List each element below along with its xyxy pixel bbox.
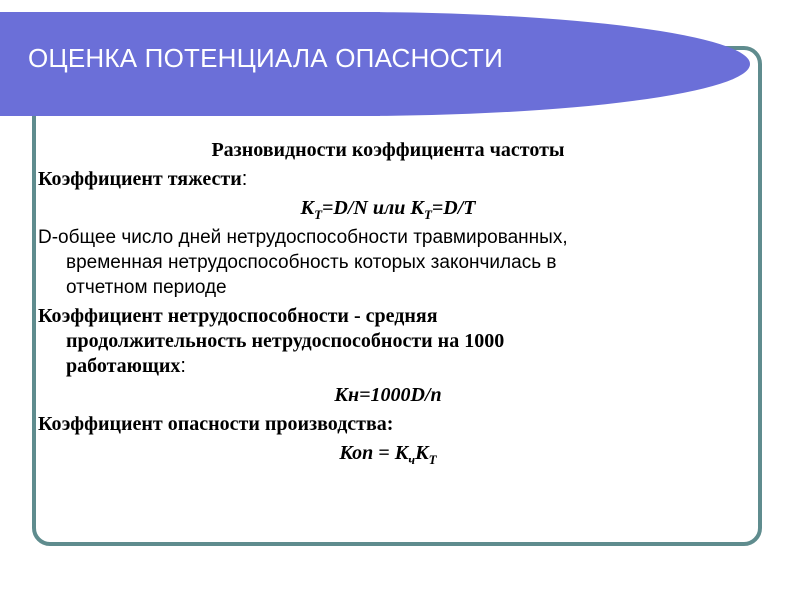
d-definition [38,225,738,300]
formula-part: К [415,442,429,464]
hazard-formula [38,441,738,466]
disability-line [38,354,738,379]
formula-part: Коп = К [339,442,409,464]
disability-line: продолжительность нетрудоспособности на 1000 [66,330,505,352]
definition-line: временная нетрудоспособность которых закончилась в [66,252,557,273]
disability-line: Коэффициент нетрудоспособности - средняя [38,305,438,327]
disability-formula: Кн=1000D/n [334,384,442,406]
formula-subscript: Т [428,452,437,467]
disability-block [38,304,738,379]
severity-label: Коэффициент тяжести [38,168,242,190]
disability-colon: : [180,355,186,377]
slide-title: ОЦЕНКА ПОТЕНЦИАЛА ОПАСНОСТИ [28,43,503,73]
slide-body [38,138,738,466]
formula-subscript: Т [314,207,323,222]
severity-label-line [38,167,738,192]
formula-part: =D/T [431,197,476,219]
formula-subscript: ч [408,452,416,467]
section-heading: Разновидности коэффициента частоты [211,139,565,161]
severity-colon: : [241,168,248,190]
definition-line: отчетном периоде [66,277,227,298]
formula-subscript: Т [423,207,432,222]
disability-word: работающих [66,355,181,377]
formula-part: =D/N или К [322,197,424,219]
definition-line: D-общее число дней нетрудоспособности травмированных, [38,227,568,248]
hazard-label: Коэффициент опасности производства: [38,413,394,435]
severity-formula [38,196,738,221]
formula-symbol: К [300,197,315,219]
